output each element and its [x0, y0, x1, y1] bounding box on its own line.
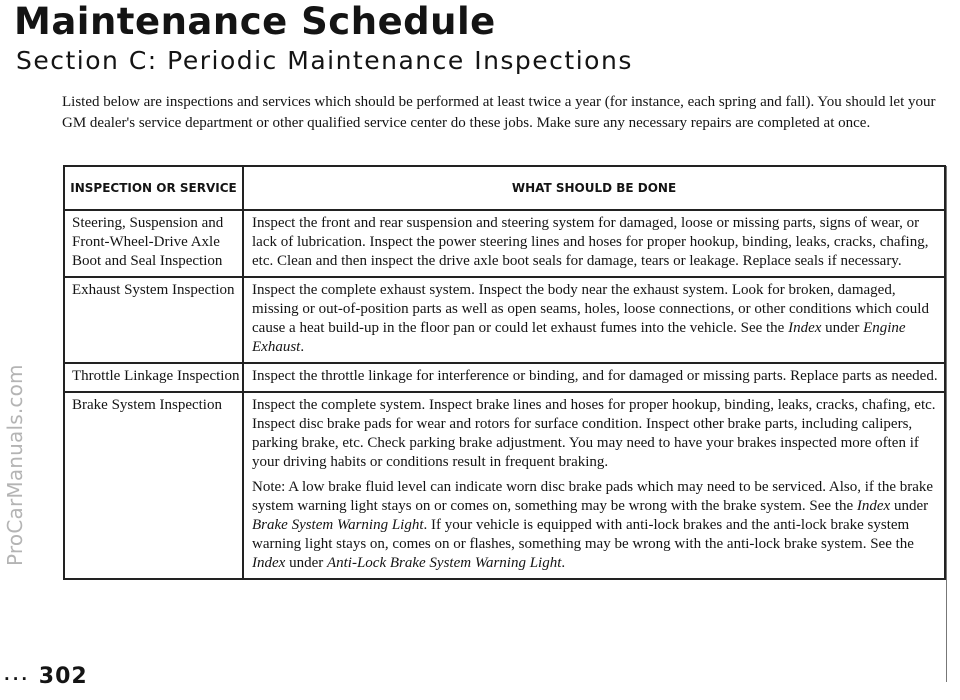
row-item: Exhaust System Inspection — [65, 278, 244, 362]
note-text-b: . If your vehicle is equipped with anti-lock brakes and the anti-lock brake system warning light stays on, comes on or flashes, something may be wrong with the anti-lock brake system. See the — [252, 517, 914, 552]
row-description — [244, 393, 944, 578]
page-number — [4, 664, 88, 689]
inspection-table — [63, 165, 946, 580]
table-row — [65, 209, 944, 276]
header-what-to-do: WHAT SHOULD BE DONE — [511, 181, 677, 195]
index-reference: Index — [252, 555, 286, 571]
topic-reference: Brake System Warning Light — [252, 517, 424, 533]
topic-reference: Anti-Lock Brake System Warning Light — [326, 555, 562, 571]
index-reference: Index — [788, 320, 822, 336]
under-word: under — [893, 498, 929, 514]
table-header-row — [65, 167, 944, 209]
table-row — [65, 391, 944, 578]
table-row — [65, 362, 944, 391]
brake-note — [252, 478, 938, 573]
row-item: Throttle Linkage Inspection — [65, 364, 244, 391]
row-text: Inspect the complete exhaust system. Inspect the body near the exhaust system. Look for broken, damaged, missing or out-of-position parts as well as open seams, holes, loose connections, or other conditions which could cause a heat build-up in the floor pan or could let exhaust fumes into the vehicle. See the — [252, 282, 929, 336]
row-item: Brake System Inspection — [65, 393, 244, 578]
topic-reference: Engine Exhaust — [252, 320, 906, 355]
page-number-value: 302 — [38, 664, 88, 689]
row-description: Inspect the front and rear suspension and steering system for damaged, loose or missing parts, signs of wear, or lack of lubrication. Inspect the power steering lines and hoses for proper hookup, binding, leaks, cracks, chafing, etc. Clean and then inspect the drive axle boot seals for damage, tears or leakage. Replace seals if necessary. — [252, 215, 929, 269]
index-reference: Index — [856, 498, 891, 514]
table-row — [65, 276, 944, 362]
right-margin-rule — [946, 166, 947, 682]
page-title: Maintenance Schedule — [14, 0, 496, 43]
intro-paragraph: Listed below are inspections and services which should be performed at least twice a year (for instance, each spring and fall). You should let your GM dealer's service department or other qualified service center do these jobs. Make sure any necessary repairs are completed at once. — [62, 94, 936, 131]
section-subtitle: Section C: Periodic Maintenance Inspections — [16, 46, 633, 75]
sentence-end: . — [561, 555, 566, 571]
under-word: under — [289, 555, 324, 571]
watermark: ProCarManuals.com — [3, 364, 27, 566]
under-word: under — [825, 320, 860, 336]
row-item: Steering, Suspension and Front-Wheel-Drive Axle Boot and Seal Inspection — [65, 211, 244, 276]
page-dots: ... — [4, 666, 31, 684]
row-description — [244, 278, 944, 362]
header-inspection: INSPECTION OR SERVICE — [65, 167, 244, 209]
sentence-end: . — [300, 339, 305, 355]
row-description: Inspect the throttle linkage for interference or binding, and for damaged or missing parts. Replace parts as needed. — [252, 368, 938, 384]
note-text-a: Note: A low brake fluid level can indicate worn disc brake pads which may need to be serviced. Also, if the brake system warning light stays on or comes on, something may be wrong with the brake system. See the — [252, 479, 934, 514]
row-text: Inspect the complete system. Inspect brake lines and hoses for proper hookup, binding, leaks, cracks, chafing, etc. Inspect disc brake pads for wear and rotors for surface condition. Inspect other brake parts, including calipers, parking brake, etc. Check parking brake adjustment. You may need to have your brakes inspected more often if your driving habits or conditions result in frequent braking. — [252, 397, 936, 470]
